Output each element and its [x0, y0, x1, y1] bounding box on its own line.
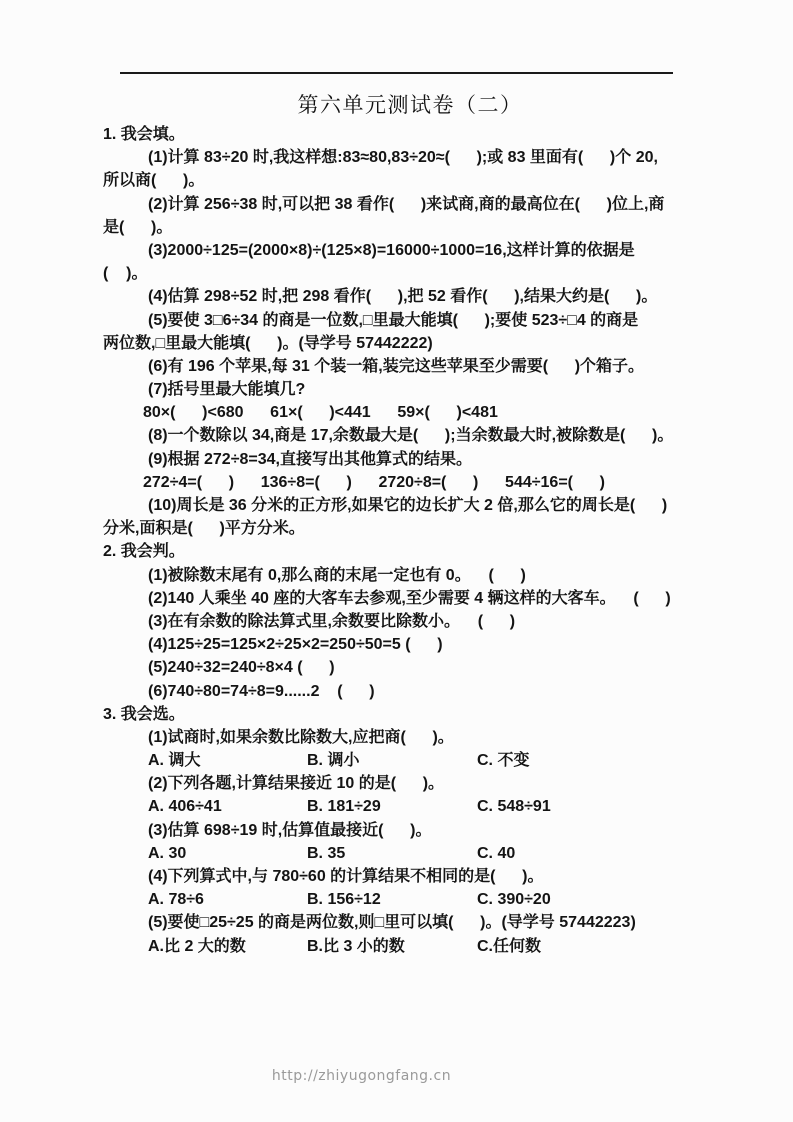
- question-line: (6)有 196 个苹果,每 31 个装一箱,装完这些苹果至少需要( )个箱子。: [148, 357, 645, 375]
- option-cell: A. 406÷41: [148, 798, 222, 816]
- question-line: (4)125÷25=125×2÷25×2=250÷50=5 ( ): [148, 636, 443, 654]
- question-line: (3)估算 698÷19 时,估算值最接近( )。: [148, 821, 432, 839]
- question-line: (5)要使 3□6÷34 的商是一位数,□里最大能填( );要使 523÷□4 的商是: [148, 311, 639, 329]
- option-cell: B. 181÷29: [307, 798, 381, 816]
- options-row: [103, 842, 743, 865]
- question-line: (2)计算 256÷38 时,可以把 38 看作( )来试商,商的最高位在( )位上,商: [148, 195, 665, 213]
- question-line: (1)试商时,如果余数比除数大,应把商( )。: [148, 728, 454, 746]
- question-line: (1)计算 83÷20 时,我这样想:83≈80,83÷20≈( );或 83 里面有( )个 20,: [148, 149, 658, 167]
- section-heading: 2. 我会判。: [103, 543, 185, 561]
- option-cell: C. 40: [477, 844, 516, 862]
- question-line: (7)括号里最大能填几?: [148, 381, 306, 399]
- question-line: ( )。: [103, 265, 148, 283]
- question-line: (3)在有余数的除法算式里,余数要比除数小。 ( ): [148, 612, 516, 630]
- option-cell: C. 390÷20: [477, 891, 551, 909]
- option-cell: A. 调大: [148, 752, 201, 770]
- question-line: (5)要使□25÷25 的商是两位数,则□里可以填( )。(导学号 57442223): [148, 914, 636, 932]
- header-rule: [120, 72, 673, 74]
- option-cell: B.比 3 小的数: [307, 937, 405, 955]
- question-line: 272÷4=( ) 136÷8=( ) 2720÷8=( ) 544÷16=( ): [143, 473, 605, 491]
- question-line: (3)2000÷125=(2000×8)÷(125×8)=16000÷1000=16,这样计算的依据是: [148, 241, 635, 259]
- option-cell: B. 调小: [307, 752, 360, 770]
- section-heading: 3. 我会选。: [103, 705, 185, 723]
- options-row: [103, 749, 743, 772]
- options-row: [103, 935, 743, 958]
- question-line: 是( )。: [103, 218, 173, 236]
- option-cell: B. 35: [307, 844, 346, 862]
- question-line: 80×( )<680 61×( )<441 59×( )<481: [143, 404, 498, 422]
- section-heading: 1. 我会填。: [103, 126, 185, 143]
- footer-url: http://zhiyugongfang.cn: [271, 1068, 452, 1084]
- question-line: (2)140 人乘坐 40 座的大客车去参观,至少需要 4 辆这样的大客车。 ( ): [148, 589, 671, 607]
- option-cell: A. 30: [148, 844, 187, 862]
- question-line: (4)下列算式中,与 780÷60 的计算结果不相同的是( )。: [148, 868, 544, 885]
- test-body: [103, 123, 743, 958]
- option-cell: C. 不变: [477, 752, 530, 770]
- option-cell: A.比 2 大的数: [148, 937, 246, 955]
- question-line: (1)被除数末尾有 0,那么商的末尾一定也有 0。 ( ): [148, 566, 526, 584]
- question-line: (6)740÷80=74÷8=9......2 ( ): [148, 682, 375, 700]
- options-row: [103, 888, 743, 911]
- option-cell: B. 156÷12: [307, 891, 381, 909]
- options-row: [103, 795, 743, 818]
- question-line: (10)周长是 36 分米的正方形,如果它的边长扩大 2 倍,那么它的周长是( ): [148, 497, 668, 514]
- question-line: (5)240÷32=240÷8×4 ( ): [148, 659, 335, 677]
- question-line: (4)估算 298÷52 时,把 298 看作( ),把 52 看作( ),结果大约是( )。: [148, 288, 658, 306]
- question-line: (8)一个数除以 34,商是 17,余数最大是( );当余数最大时,被除数是( )。: [148, 427, 674, 445]
- option-cell: A. 78÷6: [148, 891, 204, 909]
- question-line: 分米,面积是( )平方分米。: [103, 520, 305, 538]
- question-line: 两位数,□里最大能填( )。(导学号 57442222): [103, 334, 433, 352]
- option-cell: C.任何数: [477, 937, 542, 955]
- option-cell: C. 548÷91: [477, 798, 551, 816]
- question-line: (9)根据 272÷8=34,直接写出其他算式的结果。: [148, 450, 472, 468]
- question-line: 所以商( )。: [103, 172, 205, 190]
- page-title: 第六单元测试卷（二）: [297, 93, 523, 117]
- question-line: (2)下列各题,计算结果接近 10 的是( )。: [148, 775, 445, 793]
